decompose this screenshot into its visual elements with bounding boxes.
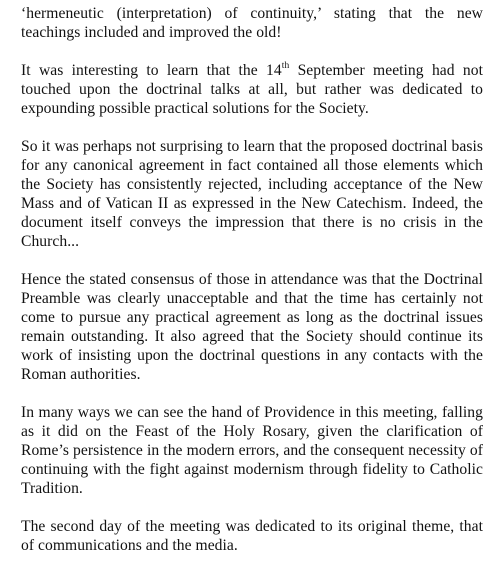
meeting-text-start: It was interesting to learn that the 14 bbox=[21, 62, 282, 79]
ordinal-suffix: th bbox=[281, 60, 290, 71]
paragraph-continuity: ‘hermeneutic (interpretation) of continuity,’ stating that the new teachings included and improved the old! bbox=[21, 5, 483, 41]
paragraph-second-day: The second day of the meeting was dedicated to its original theme, that of communications and the media. bbox=[21, 518, 483, 554]
document-page bbox=[21, 0, 483, 574]
paragraph-doctrinal-basis: So it was perhaps not surprising to learn that the proposed doctrinal basis for any canonical agreement in fact contained all those elements which the Society has consistently rejected, including acceptance of the New Mass and of Vatican II as expressed in the New Catechism. Indeed, the document itself conveys the impression that there is no crisis in the Church... bbox=[21, 138, 483, 250]
meeting-text-end: September meeting had not touched upon the doctrinal talks at all, but rather was dedicated to expounding possible practical solutions for the Society. bbox=[21, 62, 483, 117]
paragraph-september-meeting bbox=[21, 61, 483, 118]
paragraph-providence: In many ways we can see the hand of Providence in this meeting, falling as it did on the Feast of the Holy Rosary, given the clarification of Rome’s persistence in the modern errors, and the consequent necessity of continuing with the fight against modernism through fidelity to Catholic Tradition. bbox=[21, 404, 483, 497]
paragraph-consensus: Hence the stated consensus of those in attendance was that the Doctrinal Preamble was clearly unacceptable and that the time has certainly not come to pursue any practical agreement as long as the doctrinal issues remain outstanding. It also agreed that the Society should continue its work of insisting upon the doctrinal questions in any contacts with the Roman authorities. bbox=[21, 271, 483, 383]
